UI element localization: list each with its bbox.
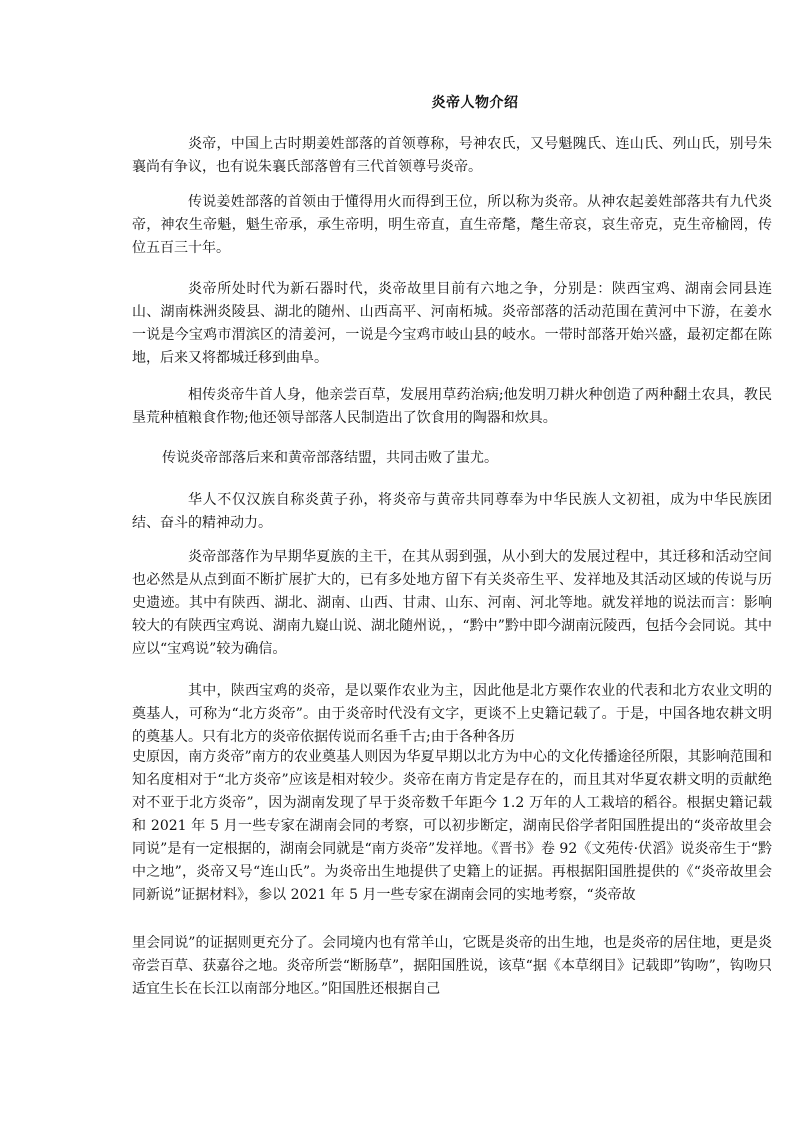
paragraph-intro: 炎帝，中国上古时期姜姓部落的首领尊称，号神农氏，又号魁隗氏、连山氏、列山氏，别号朱襄尚有争议，也有说朱襄氏部落曾有三代首领尊号炎帝。 [132,136,772,175]
paragraph-era: 炎帝所处时代为新石器时代，炎帝故里目前有六地之争，分别是：陕西宝鸡、湖南会同县连山、湖南株洲炎陵县、湖北的随州、山西高平、河南柘城。炎帝部落的活动范围在黄河中下游，在姜水一说是今宝鸡市渭滨区的清姜河，一说是今宝鸡市岐山县的岐水。一带时部落开始兴盛，最初定都在陈地，后来又将都城迁移到曲阜。 [132,281,772,366]
paragraph-south-yandi: 史原因，南方炎帝”南方的农业奠基人则因为华夏早期以北方为中心的文化传播途径所限，其影响范围和知名度相对于“北方炎帝”应该是相对较少。炎帝在南方肯定是存在的，而且其对华夏农耕文明的贡献绝对不亚于北方炎帝”，因为湖南发现了早于炎帝数千年距今 1.2 万年的人工栽培的稻谷。根据史籍记载和 2021 年 5 月一些专家在湖南会同的考察，可以初步断定，湖南民俗学者阳国胜提出的“炎帝故里会同说”是有一定根据的，湖南会同就是“南方炎帝”发祥地。《晋书》卷 92《文苑传·伏滔》说炎帝生于“黔中之地”，炎帝又号“连山氏”。为炎帝出生地提供了史籍上的证据。再根据阳国胜提供的《“炎帝故里会同新说”证据材料》，参以 2021 年 5 月一些专家在湖南会同的实地考察，“炎帝故 [132,749,772,903]
paragraph-succession: 传说姜姓部落的首领由于懂得用火而得到王位，所以称为炎帝。从神农起姜姓部落共有九代炎帝，神农生帝魁，魁生帝承，承生帝明，明生帝直，直生帝氂，氂生帝哀，哀生帝克，克生帝榆罔，传位五百三十年。 [132,194,772,256]
paragraph-north-yandi: 其中，陕西宝鸡的炎帝，是以粟作农业为主，因此他是北方粟作农业的代表和北方农业文明的奠基人，可称为“北方炎帝”。由于炎帝时代没有文字，更谈不上史籍记载了。于是，中国各地农耕文明的奠基人。只有北方的炎帝依据传说而名垂千古;由于各种各历 [132,683,772,745]
paragraph-contributions: 相传炎帝牛首人身，他亲尝百草，发展用草药治病;他发明刀耕火种创造了两种翻土农具，教民垦荒种植粮食作物;他还领导部落人民制造出了饮食用的陶器和炊具。 [132,387,772,426]
paragraph-huitong: 里会同说”的证据则更充分了。会同境内也有常羊山，它既是炎帝的出生地，也是炎帝的居住地，更是炎帝尝百草、获嘉谷之地。炎帝所尝“断肠草”，据阳国胜说，该草“据《本草纲目》记载即”钩吻”，钩吻只适宜生长在长江以南部分地区。”阳国胜还根据自己 [132,935,772,997]
document-title: 炎帝人物介绍 [431,95,519,111]
paragraph-origins: 炎帝部落作为早期华夏族的主干，在其从弱到强，从小到大的发展过程中，其迁移和活动空间也必然是从点到面不断扩展扩大的，已有多处地方留下有关炎帝生平、发祥地及其活动区域的传说与历史遗迹。其中有陕西、湖北、湖南、山西、甘肃、山东、河南、河北等地。就发祥地的说法而言：影响较大的有陕西宝鸡说、湖南九嶷山说、湖北随州说，，“黔中”黔中即今湖南沅陵西，包括今会同说。其中应以“宝鸡说”较为确信。 [132,549,772,657]
paragraph-ancestor: 华人不仅汉族自称炎黄子孙，将炎帝与黄帝共同尊奉为中华民族人文初祖，成为中华民族团结、奋斗的精神动力。 [132,492,772,531]
paragraph-alliance: 传说炎帝部落后来和黄帝部落结盟，共同击败了蚩尤。 [162,450,498,466]
